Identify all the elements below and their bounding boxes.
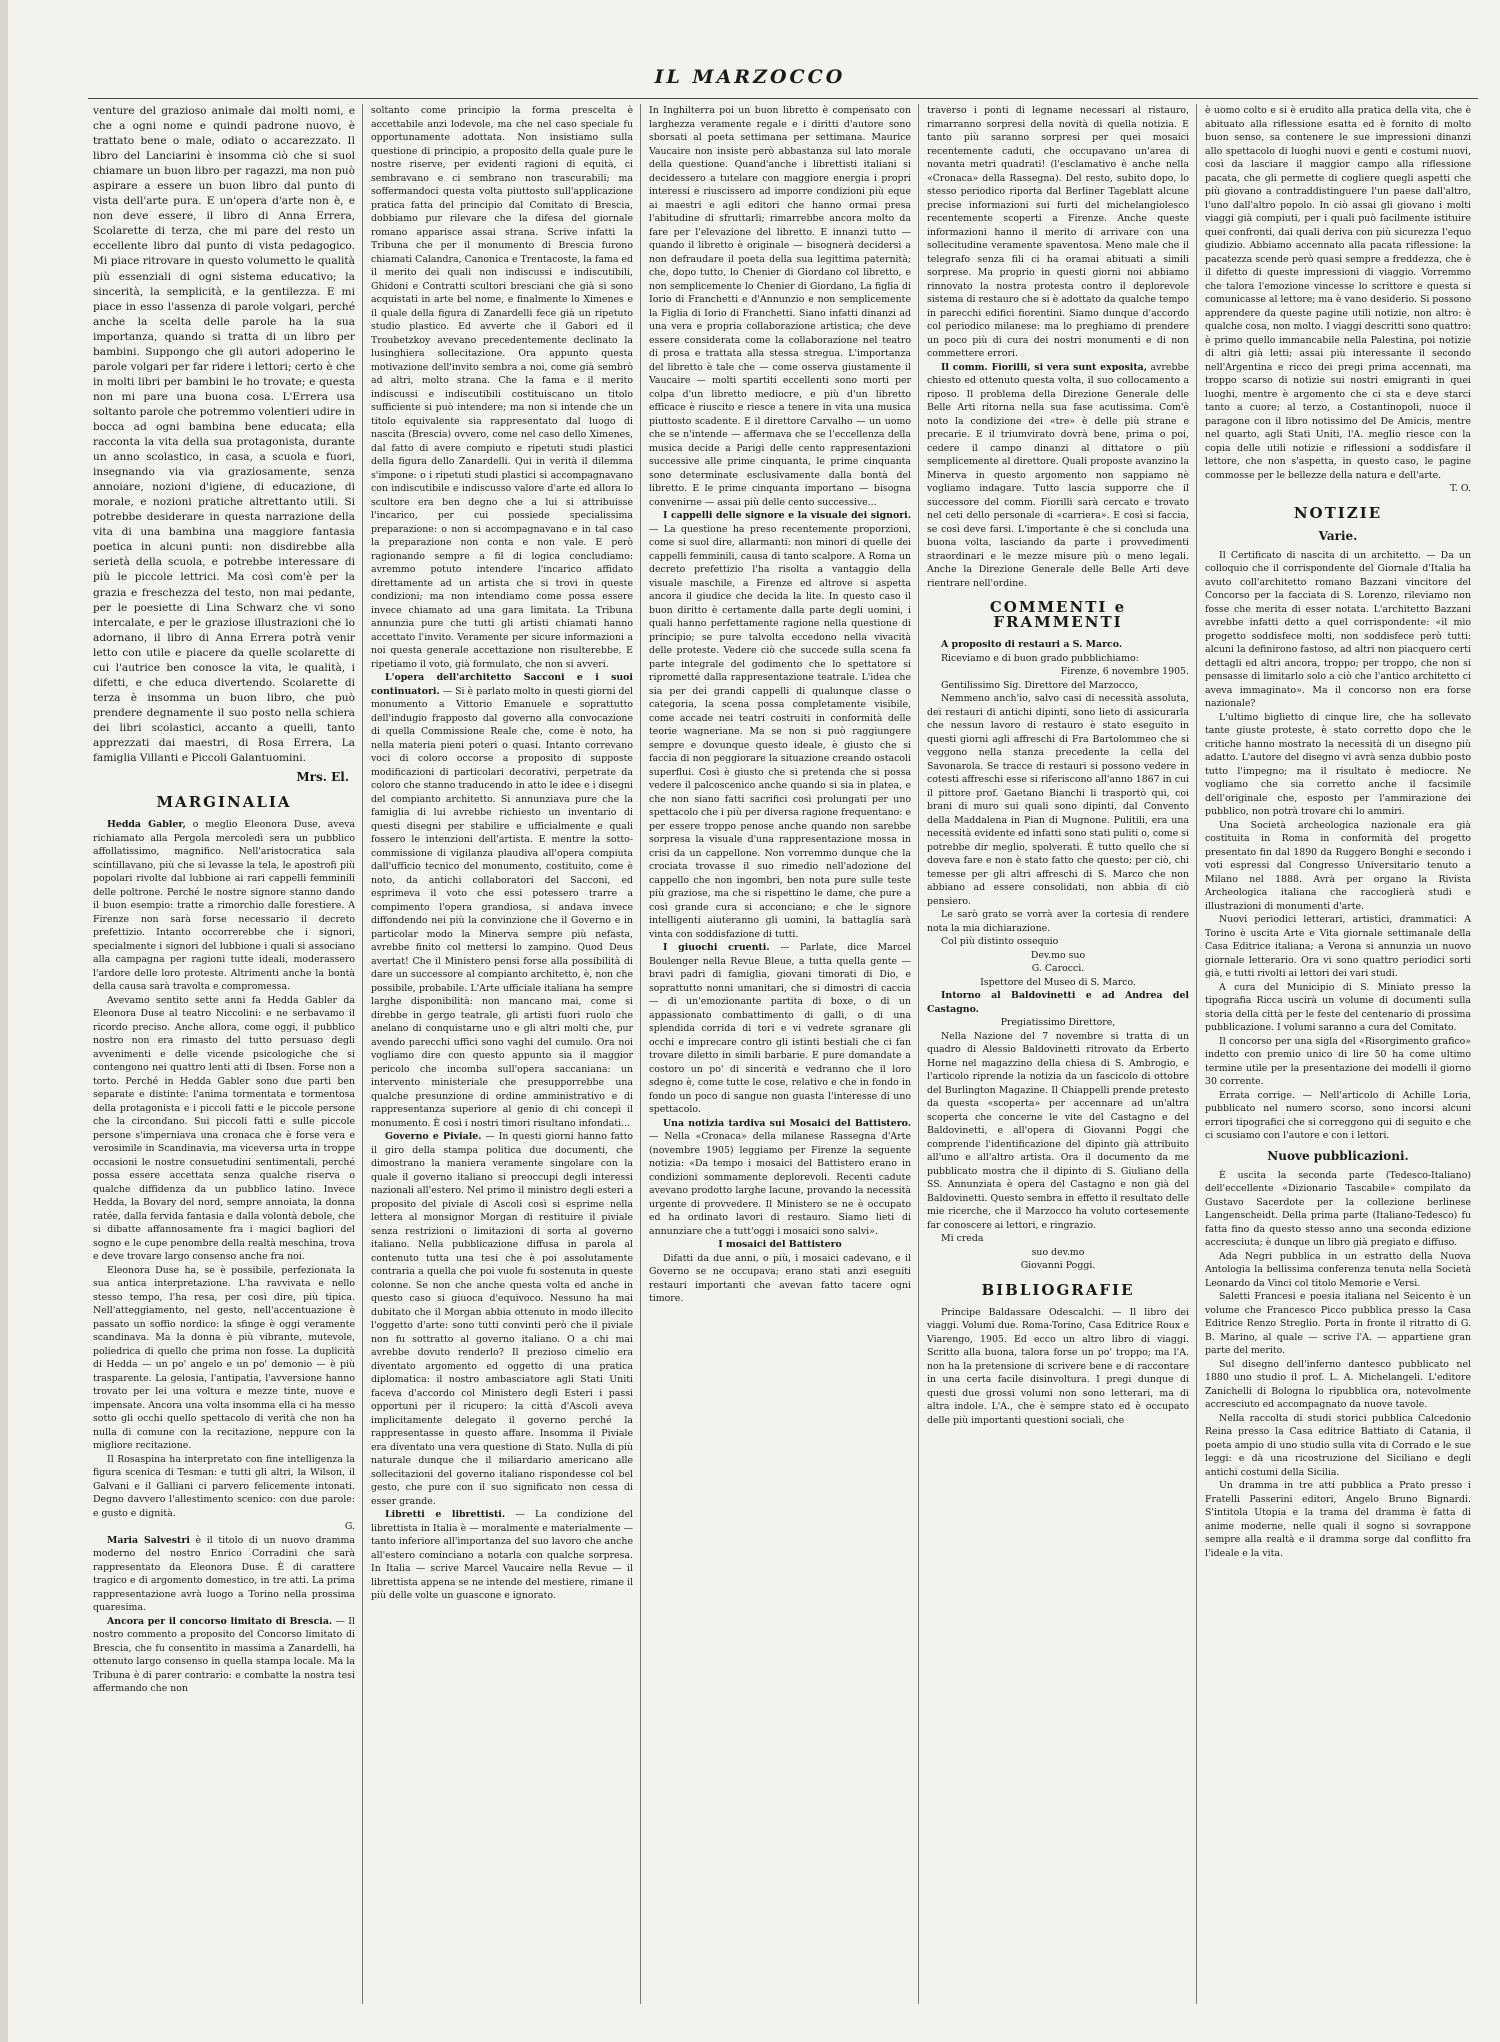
paragraph: traverso i ponti di legname necessari al ristauro, rimarranno sorpresi della novità di quella notizia. E tanto più saranno sorpresi per quei mosaici recentemente caduti, che occupavano un'area di novanta metri quadrati! (l'esclamativo è anche nella «Cronaca» della Rassegna). Del resto, subito dopo, lo stesso periodico riporta dal Berliner Tageblatt alcune precise informazioni sui furti del michelangiolesco recentemente scoperti a Firenze. Anche queste informazioni hanno il merito di arrivare con una sollecitudine veramente spaventosa. Meno male che il telegrafo senza fili ci ha oramai abituati a simili sorprese. Ma proprio in questi giorni noi abbiamo rinnovato la nostra protesta contro il deplorevole sistema di restauro che si è adottato da qualche tempo in parecchi edifici fiorentini. Siamo dunque d'accordo col periodico milanese: ma lo preghiamo di prendere un poco più di cura dei nostri monumenti e di non commettere errori. (927, 105, 1189, 359)
letter-closing: suo dev.mo (1031, 1246, 1085, 1258)
news-item: A cura del Municipio di S. Miniato presso la tipografia Ricca uscirà un volume di documenti sulla storia della città per le feste del centenario di prossima pubblicazione. I volumi saranno a cura del Comitato. (1205, 981, 1471, 1034)
item-title: Governo e Piviale. (385, 1131, 482, 1142)
paragraph: Principe Baldassare Odescalchi. — Il libro dei viaggi. Volumi due. Roma-Torino, Casa Editrice Roux e Viarengo, 1905. Ed ecco un altro libro di viaggi. Scritto alla buona, talora forse un po' troppo; ma l'A. non ha la pretensione di scrivere bene e di raccontare in una certa facile disinvoltura. I pregi dunque di questi due grossi volumi non sono letterari, ma di altra indole. L'A., che è sempre stato ed è occupato delle più importanti questioni sociali, che (927, 1306, 1189, 1426)
paragraph: Mi creda (941, 1233, 984, 1245)
item-title: Il comm. Fiorilli, si vera sunt exposita, (941, 361, 1148, 373)
paragraph: è uomo colto e si è erudito alla pratica della vita, che è abituato alla riflessione esatta ed è fornito di molto buon senso, sa contenere le sue impressioni dinanzi allo spettacolo di luoghi nuovi e genti e costumi nuovi, così da lasciare il maggior campo alla riflessione pacata, che gli permette di cogliere quegli aspetti che più giovano a contraddistinguere l'un paese dall'altro, l'uno dall'altro popolo. In ciò assai gli giovano i molti viaggi già compiuti, per i quali può facilmente istituire quei confronti, dai quali deriva con più sicurezza l'equo giudizio. Abbiamo accennato alla pacata riflessione: la pacatezza scende però quasi sempre a freddezza, che è il difetto di queste impressioni di viaggio. Vorremmo che talora l'emozione vincesse lo scrittore e questa si comunicasse al lettore; ma è vano desiderio. Si possono apprendere da queste pagine utili notizie, non altro: è qualche cosa, non molto. I viaggi descritti sono quattro: è primo quello immancabile nella Palestina, poi notizie di altri già letti; assai più interessante il secondo nell'Argentina e ricco dei pregi prima accennati, ma troppo scarso di notizie sui nostri emigranti in quei luoghi, mentre è argomento che ci sta e deve starci tanto a cuore; al terzo, a Costantinopoli, nuoce il paragone con il libro notissimo del De Amicis, mentre nel quarto, agli Stati Uniti, l'A. meglio riesce con la copia delle utili notizie e riflessioni a soddisfare il lettore, che non s'aspetta, in questo caso, le pagine commosse per le bellezze della natura e dell'arte. (1205, 105, 1471, 481)
column-rule (1196, 104, 1197, 2004)
item-title: Intorno al Baldovinetti e ad Andrea del Castagno. (927, 990, 1189, 1015)
item-title: I giuochi cruenti. (663, 942, 770, 953)
paragraph: In Inghilterra poi un buon libretto è compensato con larghezza veramente regale e i diritti d'autore sono sborsati al poeta settimana per settimana. Maurice Vaucaire non insiste però abbastanza sul lato morale della questione. Quand'anche i librettisti italiani si decidessero a tutelare con maggiore energia i propri interessi e riuscissero ad imporre condizioni più eque ai maestri e agli editori che hanno ormai presa l'abitudine di sfruttarli; rimarrebbe ancora molto da fare per l'elevazione del libretto. E innanzi tutto — quando il libretto è originale — bisognerà decidersi a non defraudare il poeta della sua legittima paternità; che, dopo tutto, lo Chenier di Giordano col libretto, e non semplicemente lo Chenier di Giordano, La figlia di Iorio di Franchetti e d'Annunzio e non semplicemente la Figlia di Iorio di Franchetti. Siano infatti dinanzi ad una vera e propria collaborazione artistica; che deve essere considerata come la collaborazione nel teatro di prosa e trattata alla stessa stregua. L'importanza del libretto è tale che — come osserva giustamente il Vaucaire — molti spartiti eccellenti sono morti per colpa d'un libretto mediocre, e più d'un libretto efficace è riuscito e riesce a tenere in vita una musica piuttosto scadente. E il direttore Carvalho — un uomo che se n'intende — affermava che se l'eccellenza della musica decide a Parigi delle cento rappresentazioni successive alle prime cinquanta, le prime cinquanta sono determinate esclusivamente dalla bontà del libretto. E le prime cinquanta importano — bisogna convenirne — assai più delle cento successive... (649, 105, 911, 508)
section-title-commenti: COMMENTI e FRAMMENTI (989, 598, 1127, 632)
item-text: — La condizione del librettista in Italia è — moralmente e materialmente — tanto inferiore all'importanza del suo lavoro che anche all'estero cominciano a notarla con qualche sorpresa. In Italia — scrive Marcel Vaucaire nella Revue — il librettista appena se ne intende del mestiere, rimane il più delle volte un guascone e ignorato. (371, 1509, 633, 1601)
paragraph: Nemmeno anch'io, salvo casi di necessità assoluta, dei restauri di antichi dipinti, sono lieto di assicurarla che nessun lavoro di restauro è stato eseguito in questi giorni agli affreschi di Fra Bartolommeo che si veggono nella stanza precedente la cella del Savonarola. Se tracce di restauri si possono vedere in cotesti affreschi esse si riferiscono all'anno 1867 in cui il pittore prof. Gaetano Bianchi li trasportò qui, coi brani di muro sui quali sono dipinti, dal Convento della Maddalena in Pian di Mugnone. Pulitili, era una necessità evidente ed infatti sono stati puliti o, come si potrebbe dir meglio, spolverati. È tutto quello che si doveva fare e non è stato fatto che questo; per ciò, chi temesse per gli altri affreschi di S. Marco che non abbiano ad essere consolidati, non abbia di ciò pensiero. (927, 693, 1189, 907)
news-item: Errata corrige. — Nell'articolo di Achille Loria, pubblicato nel numero scorso, sono incorsi alcuni errori tipografici che si correggono qui di seguito e che ci scusiamo con l'autore e con i lettori. (1205, 1089, 1471, 1142)
item-text: — Si è parlato molto in questi giorni del monumento a Vittorio Emanuele e soprattutto dell'indugio frapposto dal governo alla convocazione di quella Commissione Reale che, come è noto, ha nella materia pieni poteri o quasi. Intanto correvano voci di coloro occorse a proposito di supposte modificazioni di particolari decorativi, perpetrate da coloro che stanno traducendo in atto le idee e i disegni del compianto architetto. Si annunziava pure che la famiglia di lui avrebbe richiesto un inventario di questi disegni per stabilire e ufficialmente e quali fossero le intenzioni dell'artista. E mentre la sotto-commissione di vigilanza plaudiva all'opera compiuta dall'ufficio tecnico del monumento, costituito, come è noto, da antichi collaboratori del Sacconi, ed esprimeva il voto che essi potessero trarre a compimento l'opera grandiosa, si andava invece diffondendo nei più la convinzione che il Governo e in particolar modo la Minerva sempre più nefasta, avrebbe finito col mettersi lo zampino. Quod Deus avertat! Che il Ministero pensi forse alla possibilità di dare un successore al compianto architetto, è, non che possibile, probabile. L'Arte ufficiale italiana ha sempre larghe disponibilità: non mancano mai, come si direbbe in gergo teatrale, gli artisti fuori ruolo che anelano di conquistarne uno e gli altri molti che, pur avendo parecchi uffici sono vaghi del cumulo. Ora noi vogliamo dire con questo appunto sia il maggior pericolo che incomba sull'opera saccaniana: un intervento ministeriale che presupporrebbe una qualche presunzione di ordine amministrativo e di rappresentanza superiore al genio di chi concepì il monumento. È così i nostri timori risultano infondati... (371, 685, 633, 1129)
news-item: Sul disegno dell'inferno dantesco pubblicato nel 1880 uno studio il prof. L. A. Michelangeli. L'editore Zanichelli di Bologna lo ripubblica ora, notevolmente accresciuto ed accompagnato da nuove tavole. (1205, 1358, 1471, 1411)
paragraph: Riceviamo e di buon grado pubblichiamo: (941, 652, 1139, 664)
item-title: I cappelli delle signore e la visuale dei signori. (663, 510, 911, 521)
item-title: L'opera dell'architetto Sacconi e i suoi continuatori. (371, 672, 633, 697)
news-item: Il concorso per una sigla del «Risorgimento grafico» indetto con premio unico di lire 50 ha come ultimo termine utile per la presentazione dei modelli il giorno 30 corrente. (1205, 1035, 1471, 1088)
news-item: Nuovi periodici letterari, artistici, drammatici: A Torino è uscita Arte e Vita giornale settimanale della Casa Editrice italiana; a Verona si annunzia un nuovo giornale letterario. Ora vi sono quattro periodici sorti già, e tutti rivolti ai lettori dei vari studi. (1205, 914, 1471, 980)
section-title-bibliografie: BIBLIOGRAFIE (981, 1280, 1135, 1299)
letter-greeting: Pregiatissimo Direttore, (1000, 1017, 1116, 1029)
paragraph: Difatti da due anni, o più, i mosaici cadevano, e il Governo se ne occupava; erano stati anzi eseguiti restauri importanti che avevan fatto tacere ogni timore. (649, 1252, 911, 1304)
column-3 (646, 104, 914, 2004)
news-item: Una Società archeologica nazionale era già costituita in Roma in conformità del progetto presentato fin dal 1890 da Ruggero Bonghi e secondo i voti espressi dal Congresso Universitario tenuto a Milano nel 1888. Avrà per organo la Rivista Archeologica italiana che raccoglierà studi e illustrazioni di monumenti d'arte. (1205, 819, 1471, 912)
item-text: — Parlate, dice Marcel Boulenger nella Revue Bleue, a tutta quella gente — bravi padri di famiglia, giovani timorati di Dio, e soprattutto nonni umanitari, che si dimostri di caccia — di un'emozionante partita di boxe, o di un appassionato combattimento di galli, o di una splendida corrida di tori e vi vedrete sgranare gli occhi e imprecare contro gli istinti bestiali che ci fan trovare diletto in simili barbarie. E pure domandate a costoro un po' di sincerità e vedranno che il loro sdegno è, come tutte le cose, relativo e che in fondo in fondo un poco di sangue non guasta l'interesse di uno spettacolo. (649, 942, 911, 1115)
page-edge (0, 0, 8, 2042)
column-4 (924, 104, 1192, 2004)
column-1 (90, 104, 358, 2004)
item-title: I mosaici del Battistero (718, 1239, 842, 1250)
header-rule (88, 98, 1478, 99)
item-text: o meglio Eleonora Duse, aveva richiamato alla Pergola mercoledì sera un pubblico affollatissimo, magnifico. Nell'aristocratica sala scintillavano, più che si levasse la tela, le apostrofi più popolari rivolte dal lubbione ai rari cappelli femminili delle poltrone. Perché le nostre signore stanno dando il buon esempio: tratte a rimorchio dalle forestiere. A Firenze non sarà forse necessario il decreto prefettizio. Intanto occorrerebbe che i signori, specialmente i signori del lubbione i quali si associano alla campagna per ragioni tutte ideali, moderassero l'ardore delle loro proteste. Altrimenti anche la bontà della causa sarà travolta e compromessa. (93, 819, 355, 993)
column-2 (368, 104, 636, 2004)
item-text: — Nella «Cronaca» della milanese Rassegna d'Arte (novembre 1905) leggiamo per Firenze la seguente notizia: «Da tempo i mosaici del Battistero erano in condizioni sommamente deplorevoli. Recenti cadute avevano prodotto larghe lacune, provando la necessità urgente di provvedere. Il Ministero se ne è occupato ed ha ordinato lavori di restauro. Siamo lieti di annunziare che a tutt'oggi i mosaici sono salvi». (649, 1131, 911, 1237)
columns (90, 104, 1480, 2004)
column-5 (1202, 104, 1474, 2004)
item-title: A proposito di restauri a S. Marco. (941, 639, 1123, 651)
subsection-title: Nuove pubblicazioni. (1267, 1148, 1409, 1163)
item-text: avrebbe chiesto ed ottenuto questa volta, il suo collocamento a riposo. Il problema della Direzione Generale delle Belle Arti ritorna nella sua fase acutissima. Com'è noto la condizione dei «tre» è delle più strane e precarie. E il triumvirato dovrà bene, prima o poi, cedere il campo dinanzi al dittatore o più semplicemente al direttore. Quali proposte avanzino la Minerva in questo argomento non sappiamo nè vogliamo indagare. Tutto lascia supporre che il successore del comm. Fiorilli sarà cercato e trovato nel ceti dello personale di «carriera». E così si faccia, se così deve farsi. L'importante è che si concluda una buona volta, lasciando da parte i provvedimenti straordinari e le mezze misure più o meno legali. Anche la Direzione Generale delle Belle Arti deve rientrare nell'ordine. (927, 361, 1190, 589)
letter-closing: Dev.mo suo (1030, 949, 1086, 961)
signature: T. O. (1450, 483, 1471, 494)
news-item: Saletti Francesi e poesia italiana nel Seicento è un volume che Francesco Picco pubblica presso la Casa Editrice Renzo Streglio. Porta in fronte il ritratto di G. B. Marino, al quale — scrive l'A. — appartiene gran parte del merito. (1205, 1291, 1471, 1357)
paragraph: Le sarò grato se vorrà aver la cortesia di rendere nota la mia dichiarazione. (927, 909, 1189, 934)
column-rule (918, 104, 919, 2004)
paragraph: Col più distinto ossequio (941, 936, 1059, 948)
paragraph: venture del grazioso animale dai molti nomi, e che a ogni nome e quindi padrone nuovo, è trattato bene o male, odiato o accarezzato. Il libro del Lanciarini è insomma ciò che si suol chiamare un buon libro per ragazzi, ma non può aspirare a essere un buon libro dal punto di vista dell'arte pura. E un'opera d'arte non è, e non deve essere, il libro di Anna Errera, Scolarette di terza, che mi pare del resto un eccellente libro dal punto di vista pedagogico. Mi piace ritrovare in questo volumetto le qualità più essenziali di ogni sistema educativo; la sincerità, la semplicità, e la gentilezza. E mi piace in esso l'assenza di parole volgari, perché anche la scelta delle parole ha la sua importanza, quando si tratta di un libro per bambini. Suppongo che gli autori adoperino le parole volgari per far ridere i lettori; certo è che in molti libri per bambini le ho trovate; e questa non mi pare una buona cosa. L'Errera usa soltanto parole che potremmo volentieri udire in bocca ad ogni bambina bene educata; ella racconta la vita della sua protagonista, durante un anno scolastico, in casa, a scuola e fuori, insegnando via via graziosamente, senza annoiare, nozioni d'igiene, di educazione, di morale, e nozioni pratiche altrettanto utili. Si potrebbe desiderare in questa narrazione della vita di una bambina una maggiore fantasia poetica in alcuni punti: non disdirebbe alla serietà della scuola, e potrebbe interessare di più le piccole lettrici. Ma così com'è per la grazia e freschezza del testo, non mai pedante, per le poesiette di Lina Schwarz che vi sono intercalate, e per le graziose illustrazioni che lo adornano, il libro di Anna Errera potrà venir letto con utile e piacere da quelle scolarette di cui l'autrice ben conosce la vita, le qualità, i difetti, e che educa divertendo. Scolarette di terza è insomma un buon libro, che può prendere degnamente il suo posto nella schiera dei libri scolastici, accanto a quelli, tanto apprezzati dai maestri, di Rosa Errera, La famiglia Villanti e Piccoli Galantuomini. (93, 105, 355, 765)
letter-signature-role: Ispettore del Museo di S. Marco. (980, 976, 1136, 988)
news-item: Il Certificato di nascita di un architetto. — Da un colloquio che il corrispondente del Giornale d'Italia ha avuto coll'architetto romano Bazzani vincitore del Concorso per la facciata di S. Lorenzo, rileviamo non fosse che merita di esser notata. L'architetto Bazzani avrebbe infatti detto a quel corrispondente: «il mio progetto soddisfece molti, non soddisfece però tutti: alcuni la definirono fastoso, ad altri non piacquero certi dettagli ed altri ancora, troppo; per troppo, che non si pensasse di limitarlo solo a ciò che l'antico architetto ci aveva immaginato». Ma il concorso non era forse nazionale? (1205, 549, 1471, 710)
letter-signature: Giovanni Poggi. (1020, 1260, 1096, 1272)
signature: Mrs. El. (296, 770, 349, 785)
item-title: Maria Salvestri (107, 1534, 190, 1546)
paragraph: soltanto come principio la forma prescelta è accettabile anzi lodevole, ma che nel caso speciale fu opportunamente adottata. Non insistiamo sulla questione di principio, a proposito della quale pure le nostre riserve, per evidenti ragioni di equità, ci sembravano e ci sembrano non trascurabili; ma soffermandoci questa volta piuttosto sull'applicazione pratica fatta del principio dal Comitato di Brescia, dobbiamo pur rilevare che la difesa del giornale romano apparisce assai strana. Scrive infatti la Tribuna che per il monumento di Brescia furono chiamati Calandra, Canonica e Trentacoste, la fama ed il merito dei quali non indiscussi e indiscutibili, Ghidoni e Contratti scultori bresciani che già si sono acquistati in arte bel nome, e finalmente lo Ximenes e il quale della figura di Zanardelli fece già un ripetuto studio plastico. Ed avverte che il Gabori ed il Troubetzkoy avevano precedentemente declinato la lusinghiera sollecitazione. Ora appunto questa motivazione dell'invito sembra a noi, come già sembrò ad altri, molto strana. Che la fama e il merito indiscussi e indiscutibili costituiscano un titolo sufficiente si può intendere; ma non si intende che un titolo equivalente sia rappresentato dal luogo di nascita (Brescia) ovvero, come nel caso dello Ximenes, dal fatto di avere compiuto e ripetuti studi plastici della figura dello Zanardelli. Qui in verità il dilemma s'impone: o i ripetuti studi plastici si accompagnavano con indiscutibile e indiscusso valore d'arte ed allora lo scultore era ben degno che a lui si attribuisse l'incarico, per cui possiede specialissima preparazione: o non si accompagnavano e in tal caso la preparazione non conta e non vale. E però ragionando sempre a fil di logica concludiamo: avremmo potuto intendere l'incarico affidato direttamente ad un artista che si trovi in queste condizioni; ma non intendiamo come possa essere invece chiamato ad una gara limitata. La Tribuna annunzia pure che tutti gli artisti chiamati hanno accettato l'invito. Veramente per sicure informazioni a noi questa generale accettazione non risulterebbe. E ripetiamo il voto, già formulato, che non si avveri. (371, 105, 633, 670)
news-item: Ada Negri pubblica in un estratto della Nuova Antologia la bellissima conferenza tenuta nella Società Leonardo da Vinci col titolo Memorie e Versi. (1205, 1250, 1471, 1289)
letter-date: Firenze, 6 novembre 1905. (1060, 666, 1189, 678)
signature: G. (344, 1521, 355, 1533)
masthead-title: IL MARZOCCO (654, 66, 846, 88)
item-text: — Il nostro commento a proposito del Concorso limitato di Brescia, che fu consentito in massima a Zanardelli, ha ottenuto largo consenso in quella stampa locale. Ma la Tribuna è di parer contrario: e combatte la nostra tesi affermando che non (93, 1615, 355, 1695)
column-rule (640, 104, 641, 2004)
news-item: È uscita la seconda parte (Tedesco-Italiano) dell'eccellente «Dizionario Tascabile» compilato da Gustavo Sacerdote per la collezione berlinese Langenscheidt. Della prima parte (Italiano-Tedesco) fu fatta fino da questo stesso anno una seconda edizione accresciuta; è dunque un libro già pregiato e diffuso. (1205, 1169, 1471, 1249)
letter-greeting: Gentilissimo Sig. Direttore del Marzocco, (941, 679, 1138, 691)
column-rule (362, 104, 363, 2004)
news-item: L'ultimo biglietto di cinque lire, che ha sollevato tante giuste proteste, è stato corretto dopo che le critiche hanno mostrato la necessità di un disegno più adatto. L'autore del disegno vi avrà senza dubbio posto tutto l'impegno; ma il risultato è mediocre. Ne vogliamo che sia corretto anche il facsimile dell'originale che, esposto per l'ammirazione dei pubblico, non potrà trovare chi lo ammiri. (1205, 711, 1471, 818)
news-item: Nella raccolta di studi storici pubblica Calcedonio Reina presso la Casa editrice Battiato di Catania, il poeta ampio di uno studio sulla vita di Corrado e le sue leggi: e dà una ricostruzione del Siciliano e degli antichi costumi della Sicilia. (1205, 1412, 1471, 1478)
section-title-notizie: NOTIZIE (1293, 503, 1383, 522)
letter-signature: G. Carocci. (1031, 963, 1085, 975)
paragraph: Eleonora Duse ha, se è possibile, perfezionata la sua antica interpretazione. L'ha ravvivata e nello stesso tempo, l'ha resa, per così dire, più tipica. Nell'atteggiamento, nel gesto, nell'accentuazione è passato un soffio nordico: la sfinge è oggi veramente scandinava. Ma la donna è più vibrante, mutevole, poliedrica di quello che prima non fosse. La duplicità di Hedda — un po' angelo e un po' demonio — è più trasparente. La gelosia, l'antipatia, l'avversione hanno trovato per lei una voltura e mezze tinte, nuove e impensate. Ancora una volta insomma ella ci ha messo sotto gli occhi quello spettacolo di verità che non ha nulla di comune con la recitazione, neppure con la migliore recitazione. (93, 1264, 355, 1452)
item-title: Hedda Gabler, (107, 819, 186, 831)
news-item: Un dramma in tre atti pubblica a Prato presso i Fratelli Passerini editori, Angelo Bruno Bignardi. S'intitola Utopia e la trama del dramma è fatta di anime moderne, nelle quali il sogno si sovrappone sempre alla realtà e il dramma sorge dal conflitto fra l'ideale e la vita. (1205, 1480, 1471, 1559)
section-title-marginalia: MARGINALIA (156, 793, 292, 812)
paragraph: Avevamo sentito sette anni fa Hedda Gabler da Eleonora Duse al teatro Niccolini: e ne serbavamo il ricordo preciso. Anche allora, come oggi, il pubblico nostro non era rimasto del tutto persuaso degli avvenimenti e delle vicende psicologiche che si contengono nei quattro lenti atti di Ibsen. Forse non a torto. Perché in Hedda Gabler sono due parti ben separate e distinte: l'anima tormentata e tormentosa della protagonista e i piccoli fatti e le piccole persone che la circondano. Sui piccoli fatti e sulle piccole persone s'imperniava una cronaca che è forse vera e verosimile in Scandinavia, ma viceversa urta in troppe occasioni le nostre consuetudini sentimentali, perché possa essere accettata senza qualche riserva o qualche diffidenza da un pubblico latino. Invece Hedda, la Bovary del nord, sempre annoiata, la donna ratée, dalla fervida fantasia e dalla volontà debole, che si dibatte affannosamente fra i magici bagliori del sogno e le cupe penombre della realtà meschina, trova e deve trovare largo consenso anche fra noi. (93, 994, 355, 1263)
item-title: Una notizia tardiva sui Mosaici del Battistero. (663, 1117, 911, 1129)
paragraph: Il Rosaspina ha interpretato con fine intelligenza la figura scenica di Tesman: e tutti gli altri, la Wilson, il Galvani e il Galliani ci parvero felicemente intonati. Degno davvero l'allestimento scenico: con due parole: e gusto e dignità. (93, 1453, 355, 1519)
item-title: Ancora per il concorso limitato di Brescia. (107, 1615, 333, 1627)
item-text: — La questione ha preso recentemente proporzioni, come si suol dire, allarmanti: non minori di quelle dei cappelli femminili, causa di tanto scalpore. A Roma un decreto prefettizio l'ha risolta a vantaggio della visuale maschile, a Firenze ed altrove si aspetta ancora il giudice che decida la lite. In questo caso il buon diritto è certamente dalla parte degli uomini, i quali hanno perfettamente ragione nella questione di principio; se pure talvolta eccedono nella vivacità delle proteste. Vedere ciò che succede sulla scena fa parte integrale del godimento che lo spettatore si riprometté dalla rappresentazione teatrale. L'idea che sia per dei grandi cappelli di qualunque classe o categoria, la scena possa completamente visibile, come accade nei teatri costruiti in conformità delle teorie wagneriane. Ma se non si può raggiungere sempre e dovunque questo ideale, è giusto che si faccia di non peggiorare la situazione creando ostacoli superflui. Così è giusto che si pretenda che si possa vedere il palcoscenico anche quando si sia in platea, e che non siano fatti sacrifici così prolungati per uno spettacolo che i più per diversa ragione frequentano: e per essere troppo penose anche quando non sarebbe sorpresa la visuale d'una rappresentazione mossa in crisi da un cappellone. Non vorremmo dunque che la crociata trovasse il suo rimedio nell'adozione del cappello che non ingombri, ben nota pure sulle teste più graziose, ma che si rispettino le dame, che pure a così grande cura si acconciano; e che le signore intelligenti aiuteranno gli uomini, la battaglia sarà vinta con soddisfazione di tutti. (649, 523, 911, 940)
paragraph: Nella Nazione del 7 novembre si tratta di un quadro di Alessio Baldovinetti ritrovato da Erberto Horne nel magazzino della chiesa di S. Ambrogio, e l'articolo riprende la notizia da un fascicolo di ottobre del Burlington Magazine. Il Chiappelli prende pretesto da questa «scoperta» per accennare ad un'altra scoperta che concerne le vite del Castagno e del Baldovinetti, e all'opera di Giovanni Poggi che comprende l'identificazione del dipinto già attribuito all'uno e all'altro artista. Ora il documento da me pubblicato mostra che il dipinto di S. Giuliano della SS. Annunziata è opera del Castagno e non già del Baldovinetti. Questo sembra in effetto il resultato delle mie ricerche, che il Marzocco ha voluto cortesemente far conoscere ai lettori, e ringrazio. (927, 1030, 1189, 1231)
item-text: è il titolo di un nuovo dramma moderno del nostro Enrico Corradini che sarà rappresentato da Eleonora Duse. È di carattere tragico e di argomento domestico, in tre atti. La prima rappresentazione avrà luogo a Torino nella prossima quaresima. (93, 1534, 355, 1614)
subsection-title: Varie. (1318, 528, 1358, 543)
item-text: — In questi giorni hanno fatto il giro della stampa politica due documenti, che dimostrano la maniera veramente singolare con la quale il governo italiano si preoccupi degli interessi nazionali all'estero. Nel primo il ministro degli esteri a proposito del piviale di Ascoli così si esprime nella lettera al monsignor Morgan di restituire il piviale senza restrizioni o limitazioni di sorta al governo italiano. Nella pubblicazione diffusa in parola al contenuto tutta una tesi che è poi assolutamente contraria a quella che poi vuole fu sostenuta in queste colonne. Se non che anche questa volta ed anche in questo caso si giuoca d'equivoco. Nessuno ha mai dubitato che il Morgan abbia ottenuto in modo illecito l'oggetto d'arte: sono tutti convinti però che il piviale non fu sottratto al governo italiano. O a chi mai avrebbe dovuto renderlo? Il prezioso cimelio era diventato argomento ed oggetto di una pratica diplomatica: il nostro ambasciatore agli Stati Uniti faceva d'accordo col Ministero degli Esteri i passi opportuni per il ricupero: la città d'Ascoli aveva implicitamente delegato il governo perché la rappresentasse in questo affare. Insomma il Piviale era diventato una vera questione di Stato. Nulla di più naturale dunque che il miliardario americano alle sollecitazioni del governo italiano rispondesse col bel gesto, che pure con il suo significato non cessa di esser grande. (371, 1131, 633, 1507)
item-title: Libretti e librettisti. (385, 1509, 506, 1520)
